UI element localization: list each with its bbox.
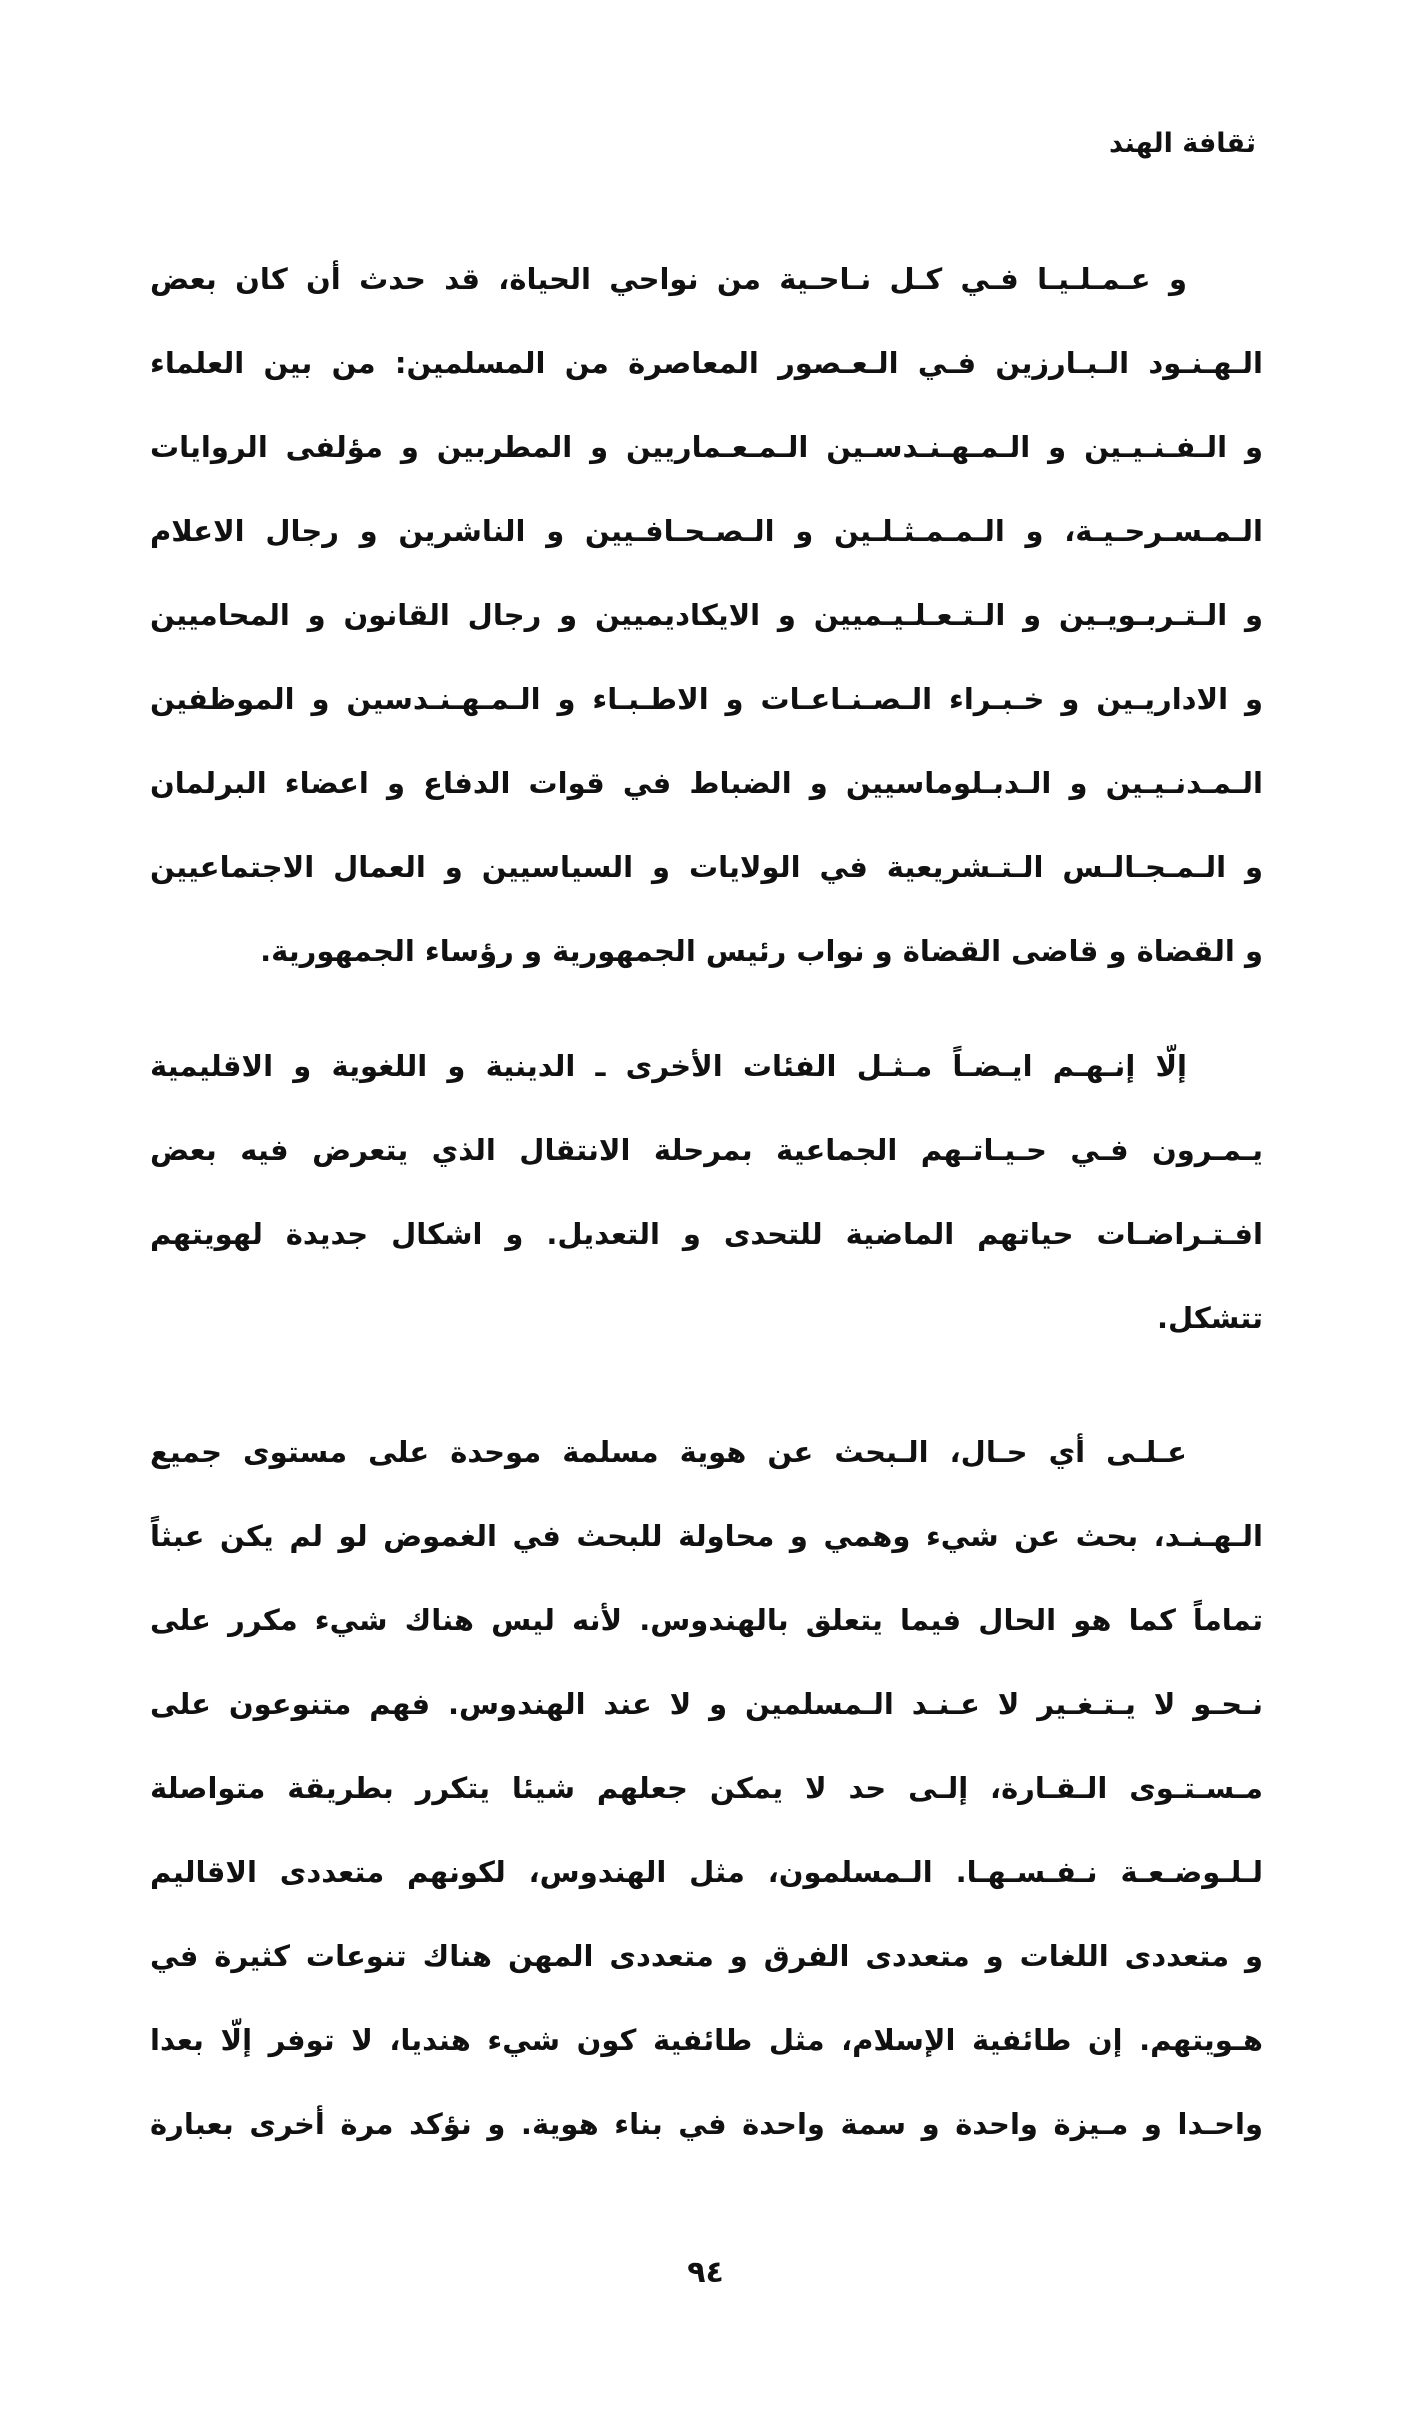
text-line: لـلـوضـعـة نـفـسـهـا. الـمسلمون، مثل الهندوس، لكونهم متعددى الاقاليم [150,1855,1263,1889]
text-line: تتشكل. [1156,1301,1263,1335]
paragraph-2 [150,1024,1263,1360]
text-line: الـمـسـرحـيـة، و الـمـمـثـلـين و الـصـحـافـيين و الناشرين و رجال الاعلام [150,514,1263,548]
text-line: و الـمـجـالـس الـتـشريعية في الولايات و السياسيين و العمال الاجتماعيين [150,850,1263,884]
text-line: واحـدا و مـيزة واحدة و سمة واحدة في بناء هوية. و نؤكد مرة أخرى بعبارة [150,2107,1263,2141]
text-line: و الاداريـين و خـبـراء الـصـنـاعـات و الاطـبـاء و الـمـهـنـدسين و الموظفين [150,682,1263,716]
text-line: إلّا إنـهـم ايـضـاً مـثـل الفئات الأخرى ـ الدينية و اللغوية و الاقليمية [150,1049,1187,1083]
text-line: الـهـنـد، بحث عن شيء وهمي و محاولة للبحث في الغموض لو لم يكن عبثاً [150,1519,1263,1553]
running-header: ثقافة الهند [1109,128,1256,159]
text-line: عـلـى أي حـال، الـبحث عن هوية مسلمة موحدة على مستوى جميع [150,1435,1187,1469]
paragraph-1 [150,237,1263,993]
text-line: تماماً كما هو الحال فيما يتعلق بالهندوس. لأنه ليس هناك شيء مكرر على [150,1603,1263,1637]
page-number: ٩٤ [687,2255,724,2290]
text-line: و متعددى اللغات و متعددى الفرق و متعددى المهن هناك تنوعات كثيرة في [150,1939,1263,1973]
text-line: و عـمـلـيـا فـي كـل نـاحـية من نواحي الحياة، قد حدث أن كان بعض [150,262,1187,296]
text-line: الـهـنـود الـبـارزين فـي الـعـصور المعاصرة من المسلمين: من بين العلماء [150,346,1263,380]
text-line: نـحـو لا يـتـغـير لا عـنـد الـمسلمين و لا عند الهندوس. فهم متنوعون على [150,1687,1263,1721]
text-line: هـويتهم. إن طائفية الإسلام، مثل طائفية كون شيء هنديا، لا توفر إلّا بعدا [150,2023,1263,2057]
text-line: افـتـراضـات حياتهم الماضية للتحدى و التعديل. و اشكال جديدة لهويتهم [150,1217,1263,1251]
text-line: و الـتـربـويـين و الـتـعـلـيـميين و الايكاديميين و رجال القانون و المحاميين [150,598,1263,632]
text-line: يـمـرون فـي حـيـاتـهم الجماعية بمرحلة الانتقال الذي يتعرض فيه بعض [150,1133,1263,1167]
text-line: و الـفـنـيـين و الـمـهـنـدسـين الـمـعـماريين و المطربين و مؤلفى الروايات [150,430,1263,464]
text-line: مـسـتـوى الـقـارة، إلـى حد لا يمكن جعلهم شيئا يتكرر بطريقة متواصلة [150,1771,1263,1805]
text-line: الـمـدنـيـين و الـدبـلوماسيين و الضباط في قوات الدفاع و اعضاء البرلمان [150,766,1263,800]
paragraph-3 [150,1410,1263,2166]
text-line: و القضاة و قاضى القضاة و نواب رئيس الجمهورية و رؤساء الجمهورية. [260,934,1263,968]
